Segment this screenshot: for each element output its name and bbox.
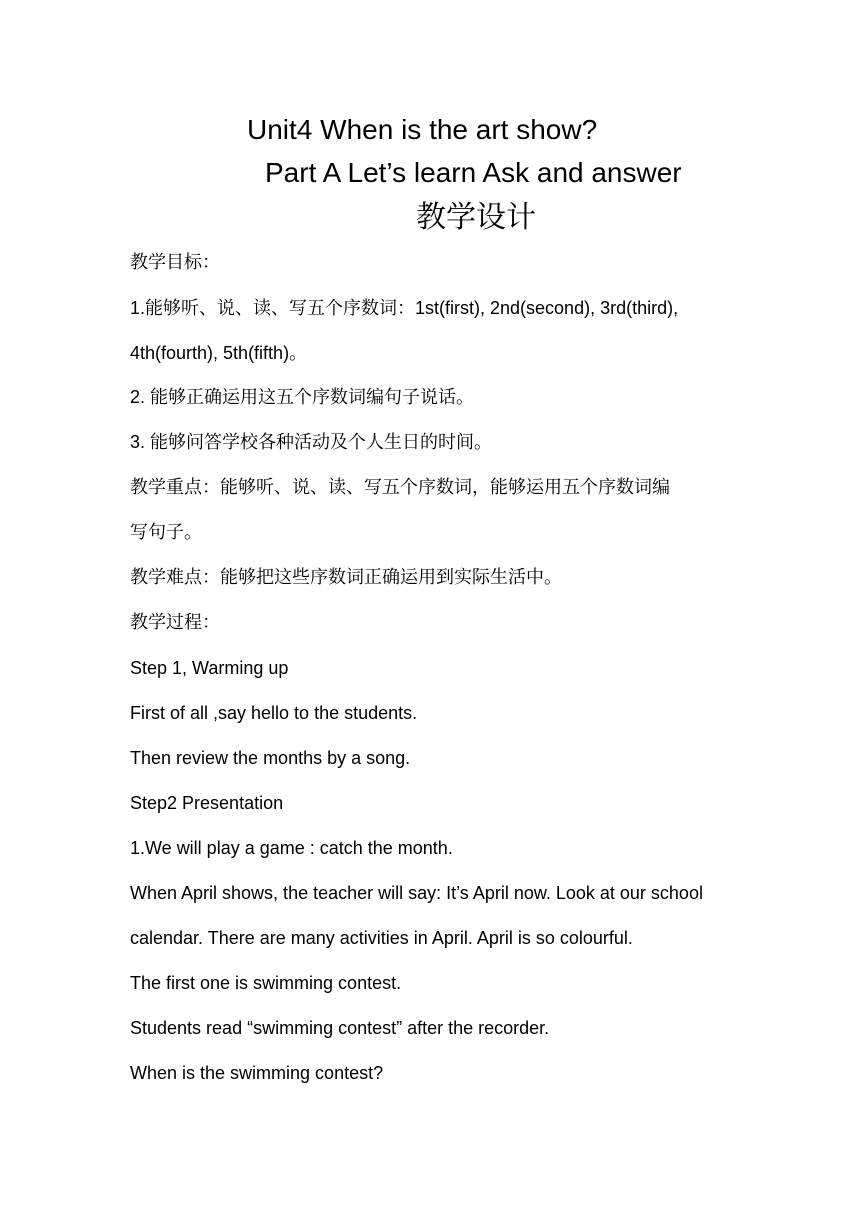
title-line-3: 教学设计 <box>416 200 536 235</box>
body-line: Then review the months by a song. <box>130 748 411 768</box>
body-line: calendar. There are many activities in April. April is so colourful. <box>130 928 633 948</box>
body-line: 3. 能够问答学校各种活动及个人生日的时间。 <box>130 432 493 452</box>
body-line: 教学目标： <box>130 252 220 272</box>
body-line: Step 1, Warming up <box>130 658 289 678</box>
body-line: 教学难点：能够把这些序数词正确运用到实际生活中。 <box>130 567 562 587</box>
body-line: 教学过程： <box>130 612 220 632</box>
title-line-1: Unit4 When is the art show? <box>247 114 598 145</box>
body-line: 4th(fourth), 5th(fifth)。 <box>130 343 308 363</box>
title-line-2: Part A Let’s learn Ask and answer <box>265 157 682 188</box>
body-line: 1.We will play a game : catch the month. <box>130 838 453 858</box>
body-line: When April shows, the teacher will say: It’s April now. Look at our school <box>130 883 703 903</box>
body-line: 写句子。 <box>130 522 202 542</box>
body-line: 教学重点：能够听、说、读、写五个序数词，能够运用五个序数词编 <box>130 477 670 497</box>
body-line: 2. 能够正确运用这五个序数词编句子说话。 <box>130 387 475 407</box>
body-line: Step2 Presentation <box>130 793 284 813</box>
body-line: When is the swimming contest? <box>130 1063 384 1083</box>
body-line: The first one is swimming contest. <box>130 973 402 993</box>
body-line: Students read “swimming contest” after the recorder. <box>130 1018 550 1038</box>
body-line: First of all ,say hello to the students. <box>130 703 418 723</box>
body-line: 1.能够听、说、读、写五个序数词：1st(first), 2nd(second), 3rd(third), <box>130 298 679 318</box>
